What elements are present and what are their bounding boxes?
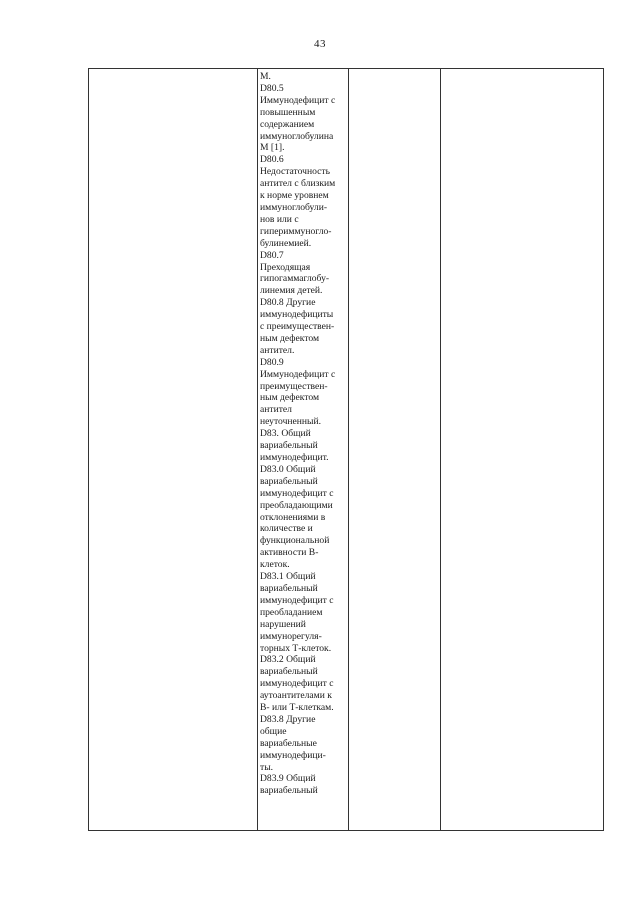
code-cell-line: D80.8 Другие bbox=[260, 297, 316, 309]
code-cell-line: M [1]. bbox=[260, 142, 285, 154]
code-cell-line: Иммунодефицит с bbox=[260, 368, 336, 380]
page-number: 43 bbox=[314, 38, 326, 50]
code-cell-line: D83.2 Общий bbox=[260, 654, 316, 666]
code-cell-line: преобладанием bbox=[260, 606, 323, 618]
code-cell-line: вариабельный bbox=[260, 440, 318, 452]
code-cell-line: аутоантителами к bbox=[260, 690, 332, 702]
code-cell-line: нов или с bbox=[260, 213, 299, 225]
code-cell-line: общие bbox=[260, 725, 287, 737]
code-cell-line: М. bbox=[260, 71, 271, 82]
code-cell-line: активности В- bbox=[260, 547, 319, 559]
code-cell-line: D80.9 bbox=[260, 356, 284, 368]
code-cell-line: неуточненный. bbox=[260, 416, 322, 428]
code-cell-line: ным дефектом bbox=[260, 332, 320, 344]
code-cell-line: D83.8 Другие bbox=[260, 713, 316, 725]
code-cell-line: отклонениями в bbox=[260, 511, 326, 523]
code-cell-line: D80.7 bbox=[260, 249, 284, 261]
code-cell-line: иммуноглобули- bbox=[260, 201, 328, 213]
code-cell-line: иммунорегуля- bbox=[260, 630, 322, 642]
table-cell-empty-right bbox=[441, 69, 604, 831]
code-cell-line: ным дефектом bbox=[260, 392, 320, 404]
code-cell-line: Иммунодефицит с bbox=[260, 94, 336, 106]
code-cell-line: D83. Общий bbox=[260, 428, 311, 440]
code-cell-line: вариабельный bbox=[260, 475, 318, 487]
code-cell-line: иммунодефицит с bbox=[260, 678, 334, 690]
code-cell-line: торных Т-клеток. bbox=[260, 642, 332, 654]
code-cell-line: антител. bbox=[260, 344, 295, 356]
code-cell-line: с преимуществен- bbox=[260, 321, 335, 333]
code-cell-line: иммунодефицит с bbox=[260, 487, 334, 499]
code-cell-line: линемия детей. bbox=[260, 285, 323, 297]
code-cell-line: антител с близким bbox=[260, 178, 336, 190]
code-cell-line: преимуществен- bbox=[260, 380, 328, 392]
code-cell-line: ты. bbox=[260, 761, 274, 773]
code-cell-line: иммунодефицит с bbox=[260, 594, 334, 606]
diagnosis-code-list bbox=[258, 69, 348, 797]
code-cell-line: В- или Т-клеткам. bbox=[260, 702, 334, 714]
code-cell-line: иммуноглобулина bbox=[260, 130, 334, 142]
code-cell-line: иммунодефицит. bbox=[260, 452, 329, 463]
code-cell-line: Преходящая bbox=[260, 261, 311, 273]
code-cell-line: гипериммуногло- bbox=[260, 225, 332, 237]
code-cell-line: содержанием bbox=[260, 118, 315, 130]
document-table bbox=[88, 68, 604, 831]
code-cell-line: D83.1 Общий bbox=[260, 571, 316, 583]
code-cell-line: вариабельный bbox=[260, 785, 318, 797]
code-cell-line: функциональной bbox=[260, 535, 330, 547]
code-cell-line: булинемией. bbox=[260, 237, 312, 249]
table-row bbox=[89, 69, 604, 831]
table-cell-diagnosis-codes bbox=[258, 69, 349, 831]
code-cell-line: вариабельные bbox=[260, 737, 317, 749]
code-cell-line: клеток. bbox=[260, 559, 290, 571]
table-cell-empty-left bbox=[89, 69, 258, 831]
code-cell-line: к норме уровнем bbox=[260, 190, 329, 202]
code-cell-line: количестве и bbox=[260, 523, 313, 535]
code-cell-line: иммунодефици- bbox=[260, 749, 326, 761]
code-cell-line: повышенным bbox=[260, 106, 316, 118]
code-cell-line: D80.6 bbox=[260, 154, 284, 166]
code-cell-line: D80.5 bbox=[260, 82, 284, 94]
code-cell-line: Недостаточность bbox=[260, 166, 330, 178]
code-cell-line: вариабельный bbox=[260, 582, 318, 594]
code-cell-line: D83.9 Общий bbox=[260, 773, 316, 785]
code-cell-line: нарушений bbox=[260, 618, 306, 630]
table-cell-empty-middle bbox=[349, 69, 441, 831]
code-cell-line: D83.0 Общий bbox=[260, 463, 316, 475]
code-cell-line: гипогаммаглобу- bbox=[260, 273, 330, 285]
code-cell-line: преобладающими bbox=[260, 499, 333, 511]
code-cell-line: вариабельный bbox=[260, 666, 318, 678]
code-cell-line: иммунодефициты bbox=[260, 309, 334, 321]
code-cell-line: антител bbox=[260, 404, 292, 416]
